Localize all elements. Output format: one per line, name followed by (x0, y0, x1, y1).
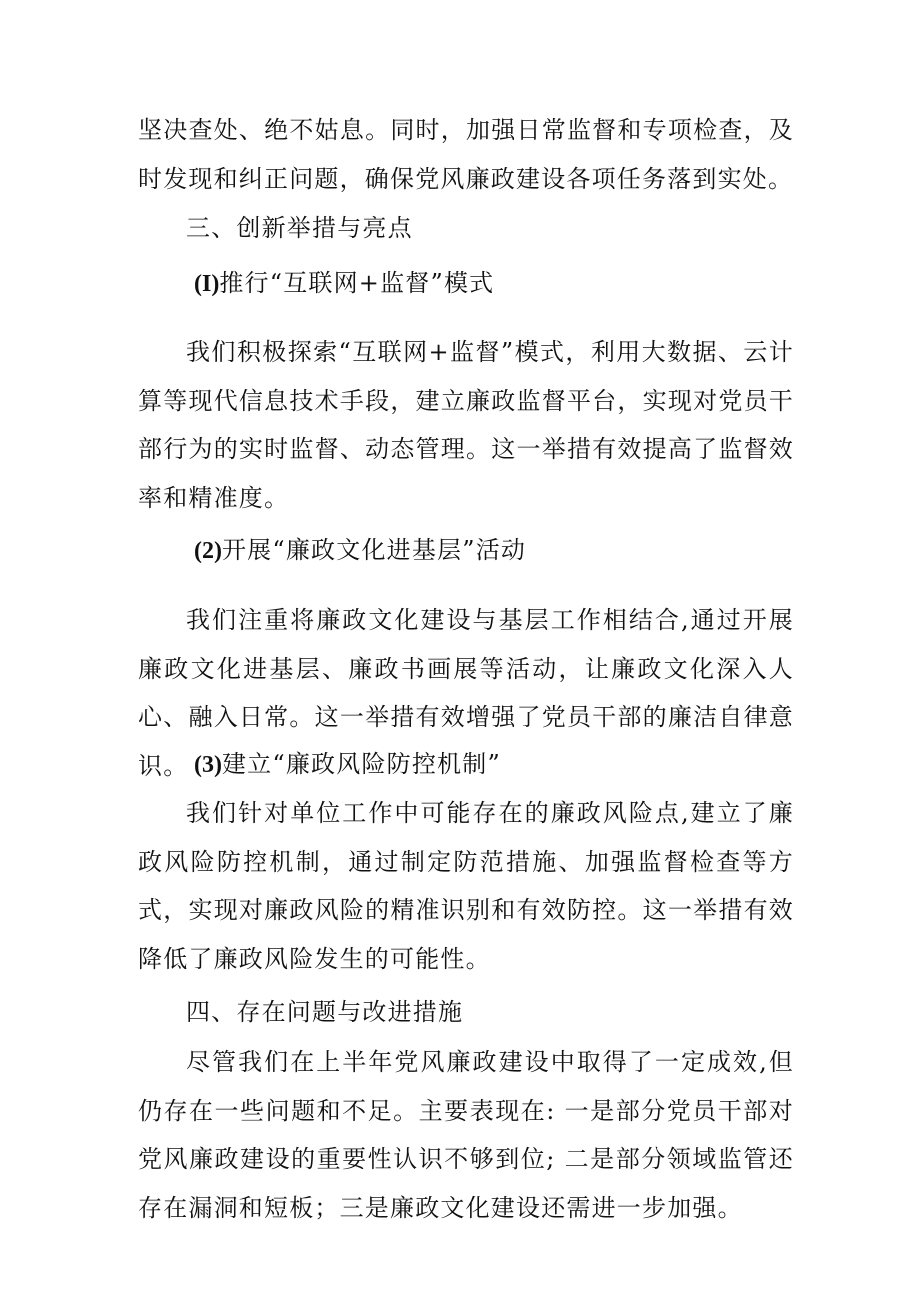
item-2-body: 我们注重将廉政文化建设与基层工作相结合,通过开展廉政文化进基层、廉政书画展等活动，让廉政文化深入人心、融入日常。这一举措有效增强了党员干部的廉洁自律意识。 (138, 606, 794, 780)
section-3-heading: 三、创新举措与亮点 (186, 214, 413, 242)
section-4-body: 尽管我们在上半年党风廉政建设中取得了一定成效,但仍存在一些问题和不足。主要表现在: 一是部分党员干部对党风廉政建设的重要性认识不够到位; 二是部分领域监管还存在漏洞和短板；三是廉政文化建设还需进一步加强。 (138, 1048, 794, 1222)
item-3-heading (194, 746, 501, 783)
item-2-number: (2) (194, 538, 222, 564)
item-2-heading (194, 532, 526, 569)
item-2-title: 开展“廉政文化进基层”活动 (221, 536, 527, 564)
item-1-body: 我们积极探索“互联网+监督”模式，利用大数据、云计算等现代信息技术手段，建立廉政监督平台，实现对党员干部行为的实时监督、动态管理。这一举措有效提高了监督效率和精准度。 (138, 338, 794, 512)
intro-paragraph: 坚决查处、绝不姑息。同时，加强日常监督和专项检查，及时发现和纠正问题，确保党风廉政建设各项任务落到实处。 (138, 116, 794, 193)
section-4-heading: 四、存在问题与改进措施 (186, 998, 464, 1026)
item-3-title: 建立“廉政风险防控机制” (221, 750, 501, 778)
item-1-title: 推行“互联网+监督”模式 (219, 269, 495, 297)
item-1-number: (I) (194, 271, 220, 297)
item-1-heading (194, 265, 494, 302)
item-3-number: (3) (194, 752, 222, 778)
item-3-body: 我们针对单位工作中可能存在的廉政风险点,建立了廉政风险防控机制，通过制定防范措施、加强监督检查等方式，实现对廉政风险的精准识别和有效防控。这一举措有效降低了廉政风险发生的可能性。 (138, 799, 794, 973)
